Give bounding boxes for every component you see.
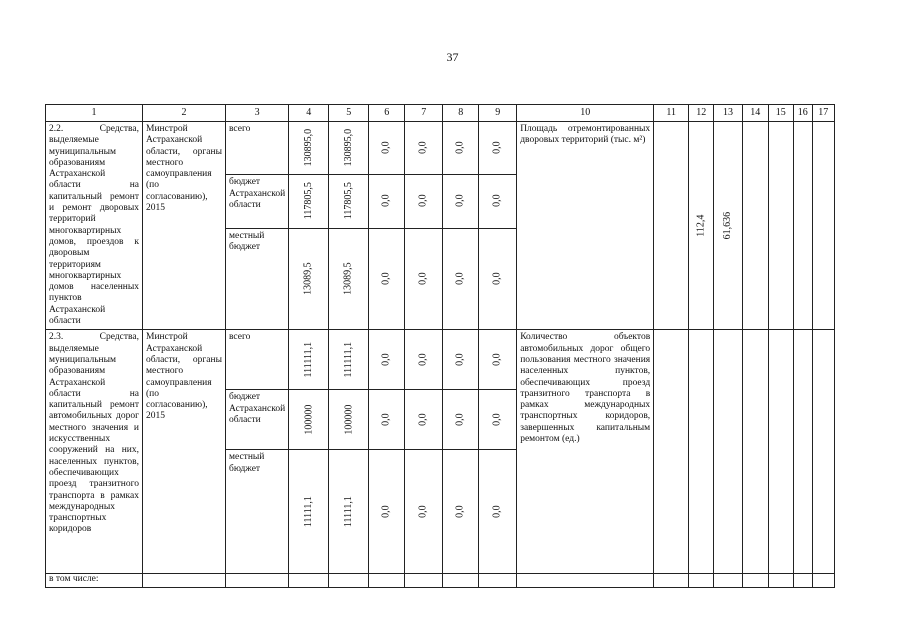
source-label: местный бюджет — [226, 228, 289, 330]
value-cell — [654, 330, 689, 574]
value-cell: 0,0 — [405, 175, 443, 228]
table-row — [46, 574, 835, 588]
value-cell: 11111,1 — [329, 450, 369, 574]
value-cell: 0,0 — [443, 175, 479, 228]
source-label: местный бюджет — [226, 450, 289, 574]
indicator: Площадь отремонтированных дворовых территорий (тыс. м²) — [517, 122, 654, 330]
source-label: всего — [226, 330, 289, 390]
col-header: 3 — [226, 105, 289, 122]
col-header: 13 — [714, 105, 743, 122]
source-label: бюджет Астраханской области — [226, 390, 289, 450]
value-cell: 0,0 — [479, 175, 517, 228]
col-header: 5 — [329, 105, 369, 122]
col-header: 17 — [812, 105, 834, 122]
col-header: 11 — [654, 105, 689, 122]
value-cell: 0,0 — [405, 390, 443, 450]
footer-label: в том числе: — [46, 574, 143, 588]
value-cell: 13089,5 — [289, 228, 329, 330]
page-number: 37 — [446, 50, 459, 64]
col-header: 7 — [405, 105, 443, 122]
value-cell: 0,0 — [443, 390, 479, 450]
value-cell: 111111,1 — [329, 330, 369, 390]
col-header: 4 — [289, 105, 329, 122]
value-cell: 0,0 — [479, 450, 517, 574]
measure-title: 2.2. Средства, выделяемые муниципальным образованиям Астраханской области на капитальный ремонт и ремонт дворовых территорий многоквартирных домов, проездов к дворовым территориям многоквартирных домов населенных пунктов Астраханской области — [46, 122, 143, 330]
value-cell: 0,0 — [443, 228, 479, 330]
value-cell: 0,0 — [479, 228, 517, 330]
col-header: 16 — [793, 105, 812, 122]
value-cell — [793, 330, 812, 574]
executor: Минстрой Астраханской области, органы местного самоуправления (по согласованию), 2015 — [143, 122, 226, 330]
table-row — [46, 330, 835, 390]
value-cell: 0,0 — [405, 450, 443, 574]
col-header: 9 — [479, 105, 517, 122]
col-header: 15 — [768, 105, 793, 122]
value-cell: 117805,5 — [329, 175, 369, 228]
value-cell: 0,0 — [479, 122, 517, 175]
col-header: 6 — [369, 105, 405, 122]
value-cell: 0,0 — [405, 228, 443, 330]
col-header: 1 — [46, 105, 143, 122]
executor: Минстрой Астраханской области, органы местного самоуправления (по согласованию), 2015 — [143, 330, 226, 574]
value-cell — [793, 122, 812, 330]
value-cell — [742, 122, 768, 330]
value-cell: 0,0 — [369, 330, 405, 390]
value-cell — [689, 330, 714, 574]
value-cell: 0,0 — [369, 175, 405, 228]
value-cell — [768, 330, 793, 574]
value-cell: 61,636 — [714, 122, 743, 330]
col-header: 10 — [517, 105, 654, 122]
value-cell: 0,0 — [479, 390, 517, 450]
value-cell: 0,0 — [443, 122, 479, 175]
value-cell: 100000 — [329, 390, 369, 450]
value-cell: 0,0 — [369, 122, 405, 175]
value-cell: 13089,5 — [329, 228, 369, 330]
value-cell — [812, 122, 834, 330]
col-header: 14 — [742, 105, 768, 122]
indicator: Количество объектов автомобильных дорог общего пользования местного значения населенных пунктов, обеспечивающих проезд транзитного транспорта в рамках международных транспортных коридоров, завершенных капитальным ремонтом (ед.) — [517, 330, 654, 574]
value-cell: 0,0 — [369, 450, 405, 574]
table-row — [46, 122, 835, 175]
value-cell: 11111,1 — [289, 450, 329, 574]
value-cell: 117805,5 — [289, 175, 329, 228]
value-cell — [812, 330, 834, 574]
value-cell — [768, 122, 793, 330]
value-cell: 0,0 — [405, 122, 443, 175]
value-cell: 0,0 — [479, 330, 517, 390]
value-cell: 0,0 — [405, 330, 443, 390]
value-cell — [742, 330, 768, 574]
budget-table — [45, 104, 835, 588]
value-cell — [654, 122, 689, 330]
value-cell: 130895,0 — [329, 122, 369, 175]
source-label: всего — [226, 122, 289, 175]
col-header: 2 — [143, 105, 226, 122]
value-cell — [714, 330, 743, 574]
col-header: 12 — [689, 105, 714, 122]
value-cell: 0,0 — [443, 450, 479, 574]
header-row — [46, 105, 835, 122]
value-cell: 112,4 — [689, 122, 714, 330]
value-cell: 130895,0 — [289, 122, 329, 175]
value-cell: 0,0 — [369, 390, 405, 450]
col-header: 8 — [443, 105, 479, 122]
value-cell: 0,0 — [443, 330, 479, 390]
value-cell: 100000 — [289, 390, 329, 450]
source-label: бюджет Астраханской области — [226, 175, 289, 228]
measure-title: 2.3. Средства, выделяемые муниципальным образованиям Астраханской области на капитальный ремонт автомобильных дорог местного значения и искусственных сооружений на них, населенных пунктов, обеспечивающих проезд транзитного транспорта в рамках международных транспортных коридоров — [46, 330, 143, 574]
value-cell: 0,0 — [369, 228, 405, 330]
value-cell: 111111,1 — [289, 330, 329, 390]
